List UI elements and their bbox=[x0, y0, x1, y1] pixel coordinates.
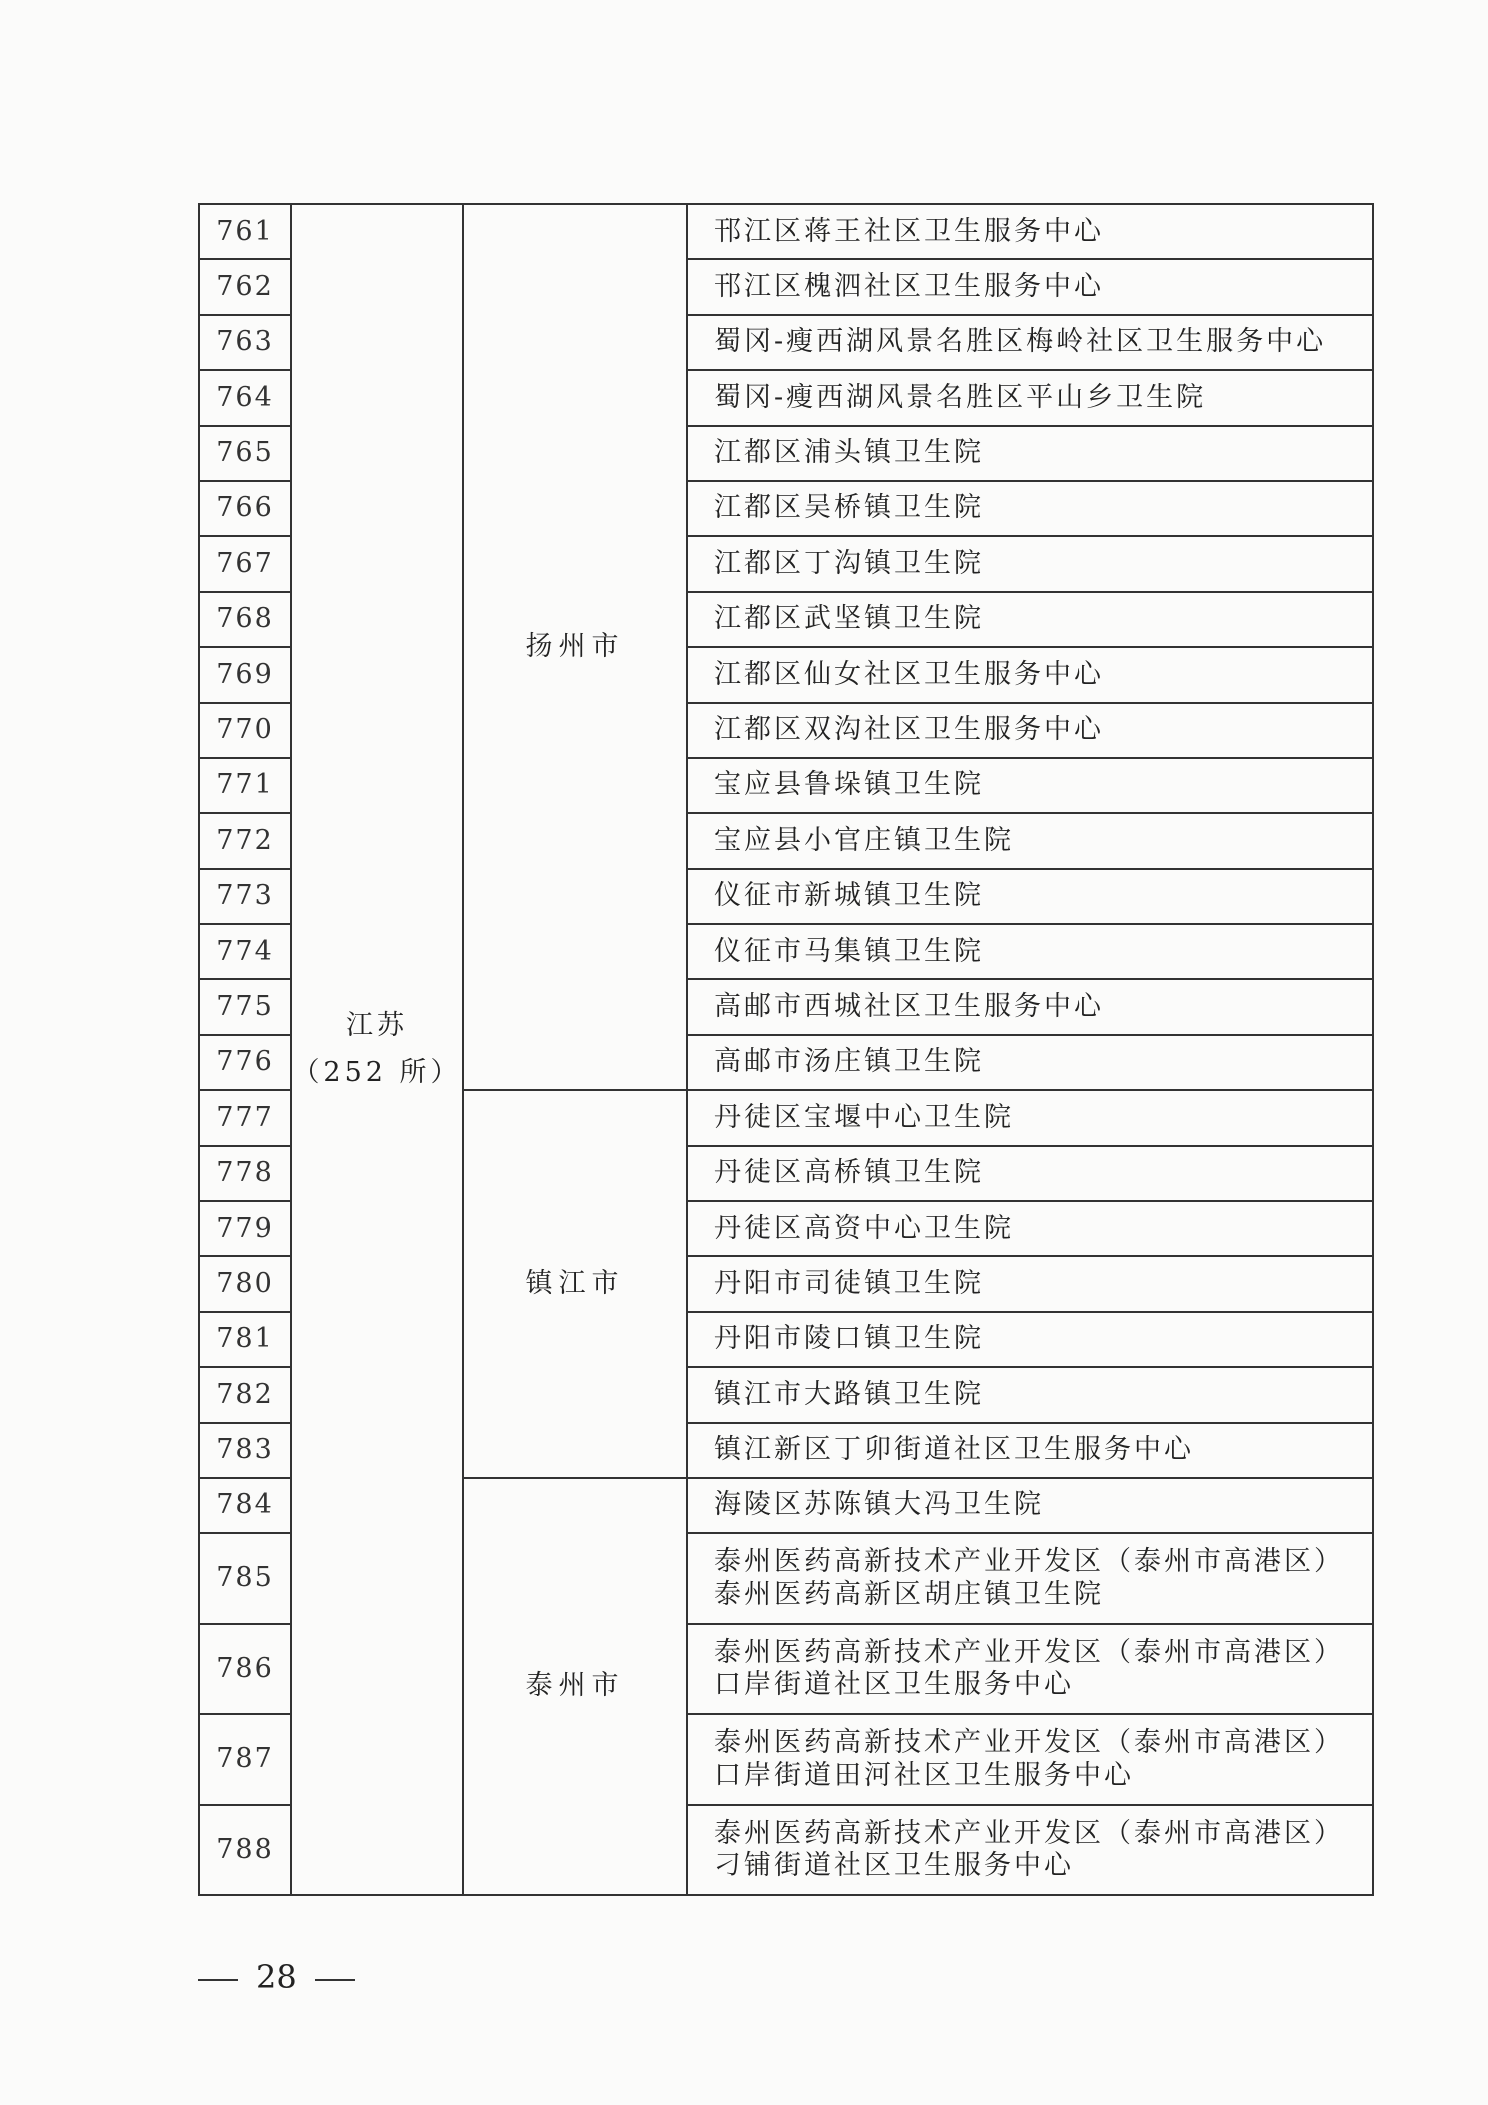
row-number: 786 bbox=[199, 1624, 291, 1715]
institution-name-line: 海陵区苏陈镇大冯卫生院 bbox=[714, 1489, 1044, 1521]
row-number: 765 bbox=[199, 426, 291, 481]
row-number: 763 bbox=[199, 315, 291, 370]
institution-name-cell bbox=[687, 979, 1373, 1034]
row-number: 779 bbox=[199, 1201, 291, 1256]
institution-name-cell bbox=[687, 1256, 1373, 1311]
footer-dash-right bbox=[315, 1979, 355, 1981]
footer-dash-left bbox=[198, 1979, 238, 1981]
row-number: 778 bbox=[199, 1146, 291, 1201]
city-cell: 扬州市 bbox=[463, 204, 687, 1090]
institution-name-cell bbox=[687, 813, 1373, 868]
institution-name-line: 蜀冈-瘦西湖风景名胜区梅岭社区卫生服务中心 bbox=[714, 326, 1327, 358]
institution-name-line: 邗江区槐泗社区卫生服务中心 bbox=[714, 270, 1104, 302]
institution-name-cell bbox=[687, 370, 1373, 425]
institution-name-line: 泰州医药高新技术产业开发区（泰州市高港区） bbox=[714, 1817, 1344, 1849]
institution-name-cell bbox=[687, 259, 1373, 314]
row-number: 780 bbox=[199, 1256, 291, 1311]
institution-name-cell bbox=[687, 1146, 1373, 1201]
institution-name-line: 江都区吴桥镇卫生院 bbox=[714, 492, 984, 524]
institution-name-line: 丹阳市陵口镇卫生院 bbox=[714, 1323, 984, 1355]
institution-name-cell bbox=[687, 1478, 1373, 1533]
institution-name-cell bbox=[687, 1035, 1373, 1090]
row-number: 766 bbox=[199, 481, 291, 536]
institution-name-cell bbox=[687, 204, 1373, 259]
row-number: 764 bbox=[199, 370, 291, 425]
institution-name-line: 镇江新区丁卯街道社区卫生服务中心 bbox=[714, 1434, 1194, 1466]
row-number: 782 bbox=[199, 1367, 291, 1422]
institution-name-cell bbox=[687, 1533, 1373, 1624]
institution-name-cell bbox=[687, 647, 1373, 702]
row-number: 788 bbox=[199, 1805, 291, 1896]
institution-name-line: 丹徒区高桥镇卫生院 bbox=[714, 1157, 984, 1189]
institution-name-cell bbox=[687, 315, 1373, 370]
page-number: 28 bbox=[256, 1958, 297, 1996]
institution-name-cell bbox=[687, 869, 1373, 924]
row-number: 781 bbox=[199, 1312, 291, 1367]
institution-table bbox=[198, 203, 1374, 1896]
row-number: 771 bbox=[199, 758, 291, 813]
institution-name-cell bbox=[687, 1624, 1373, 1715]
institution-name-cell bbox=[687, 536, 1373, 591]
institution-name-line: 宝应县鲁垛镇卫生院 bbox=[714, 769, 984, 801]
institution-name-line: 仪征市新城镇卫生院 bbox=[714, 880, 984, 912]
institution-name-line: 丹徒区高资中心卫生院 bbox=[714, 1212, 1014, 1244]
institution-name-cell bbox=[687, 703, 1373, 758]
row-number: 768 bbox=[199, 592, 291, 647]
institution-name-line: 镇江市大路镇卫生院 bbox=[714, 1378, 984, 1410]
institution-name-cell bbox=[687, 1805, 1373, 1896]
row-number: 774 bbox=[199, 924, 291, 979]
row-number: 784 bbox=[199, 1478, 291, 1533]
row-number: 783 bbox=[199, 1423, 291, 1478]
row-number: 767 bbox=[199, 536, 291, 591]
institution-name-line: 江都区武坚镇卫生院 bbox=[714, 603, 984, 635]
row-number: 775 bbox=[199, 979, 291, 1034]
institution-name-cell bbox=[687, 1090, 1373, 1145]
province-name: 江苏 bbox=[346, 1010, 408, 1042]
row-number: 787 bbox=[199, 1714, 291, 1805]
institution-name-line: 江都区丁沟镇卫生院 bbox=[714, 547, 984, 579]
row-number: 772 bbox=[199, 813, 291, 868]
institution-name-line: 泰州医药高新技术产业开发区（泰州市高港区） bbox=[714, 1636, 1344, 1668]
page-footer bbox=[198, 1958, 355, 1996]
row-number: 762 bbox=[199, 259, 291, 314]
row-number: 785 bbox=[199, 1533, 291, 1624]
city-cell: 镇江市 bbox=[463, 1090, 687, 1478]
city-cell: 泰州市 bbox=[463, 1478, 687, 1895]
institution-name-line: 江都区浦头镇卫生院 bbox=[714, 437, 984, 469]
institution-name-line: 仪征市马集镇卫生院 bbox=[714, 935, 984, 967]
institution-name-line: 邗江区蒋王社区卫生服务中心 bbox=[714, 215, 1104, 247]
institution-name-line: 泰州医药高新技术产业开发区（泰州市高港区） bbox=[714, 1727, 1344, 1759]
institution-name-line: 泰州医药高新技术产业开发区（泰州市高港区） bbox=[714, 1546, 1344, 1578]
institution-name-cell bbox=[687, 1423, 1373, 1478]
institution-name-line: 口岸街道社区卫生服务中心 bbox=[714, 1669, 1074, 1701]
institution-name-line: 丹阳市司徒镇卫生院 bbox=[714, 1267, 984, 1299]
institution-name-line: 刁铺街道社区卫生服务中心 bbox=[714, 1850, 1074, 1882]
institution-name-line: 高邮市西城社区卫生服务中心 bbox=[714, 990, 1104, 1022]
institution-name-cell bbox=[687, 481, 1373, 536]
institution-name-line: 蜀冈-瘦西湖风景名胜区平山乡卫生院 bbox=[714, 381, 1207, 413]
institution-name-line: 江都区仙女社区卫生服务中心 bbox=[714, 658, 1104, 690]
table-body bbox=[199, 204, 1373, 1895]
row-number: 777 bbox=[199, 1090, 291, 1145]
institution-name-cell bbox=[687, 426, 1373, 481]
row-number: 770 bbox=[199, 703, 291, 758]
institution-name-line: 宝应县小官庄镇卫生院 bbox=[714, 824, 1014, 856]
row-number: 776 bbox=[199, 1035, 291, 1090]
institution-name-cell bbox=[687, 924, 1373, 979]
institution-name-cell bbox=[687, 1312, 1373, 1367]
institution-name-line: 泰州医药高新区胡庄镇卫生院 bbox=[714, 1578, 1104, 1610]
institution-name-cell bbox=[687, 1201, 1373, 1256]
institution-name-line: 丹徒区宝堰中心卫生院 bbox=[714, 1101, 1014, 1133]
province-cell bbox=[291, 204, 463, 1895]
institution-name-line: 高邮市汤庄镇卫生院 bbox=[714, 1046, 984, 1078]
province-count: （252 所） bbox=[292, 1056, 462, 1088]
table-row bbox=[199, 204, 1373, 259]
row-number: 769 bbox=[199, 647, 291, 702]
institution-name-cell bbox=[687, 758, 1373, 813]
row-number: 773 bbox=[199, 869, 291, 924]
institution-name-cell bbox=[687, 592, 1373, 647]
institution-name-cell bbox=[687, 1367, 1373, 1422]
row-number: 761 bbox=[199, 204, 291, 259]
institution-name-cell bbox=[687, 1714, 1373, 1805]
institution-name-line: 口岸街道田河社区卫生服务中心 bbox=[714, 1759, 1134, 1791]
institution-name-line: 江都区双沟社区卫生服务中心 bbox=[714, 714, 1104, 746]
